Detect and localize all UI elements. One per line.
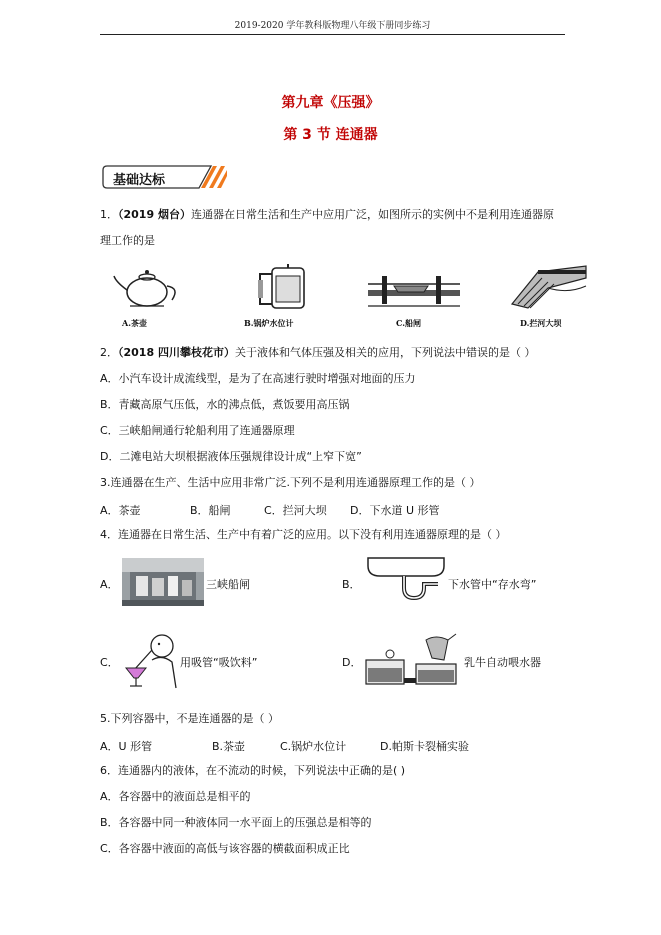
- q5-option-a: A．U 形管: [100, 740, 153, 753]
- three-gorges-lock-photo: [122, 558, 204, 606]
- q1-line1: [100, 208, 554, 222]
- q3-option-d: D．下水道 U 形管: [350, 504, 440, 517]
- q1-caption-c: C.船闸: [396, 318, 422, 328]
- q1-text-1: 连通器在日常生活和生产中应用广泛，如图所示的实例中不是利用连通器原: [190, 208, 554, 221]
- q2-number: 2．: [100, 346, 118, 359]
- running-header: 2019-2020 学年教科版物理八年级下册同步练习: [234, 21, 431, 31]
- q5-stem: 5.下列容器中，不是连通器的是（ ）: [100, 712, 279, 725]
- q4-letter-d: D．: [342, 656, 362, 669]
- q2-stem-line: [100, 346, 535, 360]
- q4-letter-c: C．: [100, 656, 119, 669]
- q6-stem: 6．连通器内的液体，在不流动的时候，下列说法中正确的是( ): [100, 764, 406, 777]
- q5-option-b: B.茶壶: [212, 740, 246, 753]
- q4-letter-b: B．: [342, 578, 361, 591]
- boiler-gauge-figure: [252, 262, 312, 312]
- q5-option-d: D.帕斯卡裂桶实验: [380, 740, 469, 753]
- q4-stem: 4．连通器在日常生活、生产中有着广泛的应用。以下没有利用连通器原理的是（ ）: [100, 528, 507, 541]
- q6-option-b: B．各容器中同一种液体同一水平面上的压强总是相等的: [100, 816, 372, 829]
- q4-label-b: 下水管中“存水弯”: [448, 578, 537, 591]
- q3-option-a: A．茶壶: [100, 504, 141, 517]
- q2-option-c: C．三峡船闸通行轮船利用了连通器原理: [100, 424, 295, 437]
- q1-caption-b: B.锅炉水位计: [244, 318, 294, 328]
- q1-caption-d: D.拦河大坝: [520, 318, 562, 328]
- q4-letter-a: A．: [100, 578, 119, 591]
- q2-stem: 关于液体和气体压强及相关的应用，下列说法中错误的是（ ）: [234, 346, 536, 359]
- q3-option-b: B．船闸: [190, 504, 231, 517]
- sink-trap-figure: [366, 556, 446, 604]
- q3-option-c: C．拦河大坝: [264, 504, 327, 517]
- section-badge: [101, 164, 229, 190]
- q1-source: （2019 烟台）: [118, 208, 191, 221]
- dam-figure: [508, 264, 588, 310]
- q1-line2: 理工作的是: [100, 234, 155, 247]
- q2-option-b: B．青藏高原气压低，水的沸点低，煮饭要用高压锅: [100, 398, 350, 411]
- q3-stem: 3.连通器在生产、生活中应用非常广泛.下列不是利用连通器原理工作的是（ ）: [100, 476, 481, 489]
- q2-option-d: D．二滩电站大坝根据液体压强规律设计成“上窄下宽”: [100, 450, 362, 463]
- teapot-figure: [112, 262, 182, 310]
- q6-option-c: C．各容器中液面的高低与该容器的横截面积成正比: [100, 842, 350, 855]
- straw-drinking-figure: [124, 630, 180, 690]
- ship-lock-figure: [368, 272, 460, 312]
- q1-number: 1．: [100, 208, 118, 221]
- q4-label-a: 三峡船闸: [206, 578, 250, 591]
- header-rule: [100, 34, 565, 35]
- cow-water-feeder-figure: [364, 630, 460, 688]
- q4-label-d: 乳牛自动喂水器: [464, 656, 541, 669]
- q4-label-c: 用吸管“吸饮料”: [180, 656, 258, 669]
- q1-caption-a: A.茶壶: [122, 318, 147, 328]
- q6-option-a: A．各容器中的液面总是相平的: [100, 790, 251, 803]
- badge-label: 基础达标: [113, 173, 166, 188]
- chapter-title: 第九章《压强》: [281, 95, 380, 111]
- q2-option-a: A．小汽车设计成流线型，是为了在高速行驶时增强对地面的压力: [100, 372, 416, 385]
- q2-source: （2018 四川攀枝花市）: [118, 346, 235, 359]
- section-title: 第 3 节 连通器: [283, 127, 378, 143]
- q5-option-c: C.锅炉水位计: [280, 740, 347, 753]
